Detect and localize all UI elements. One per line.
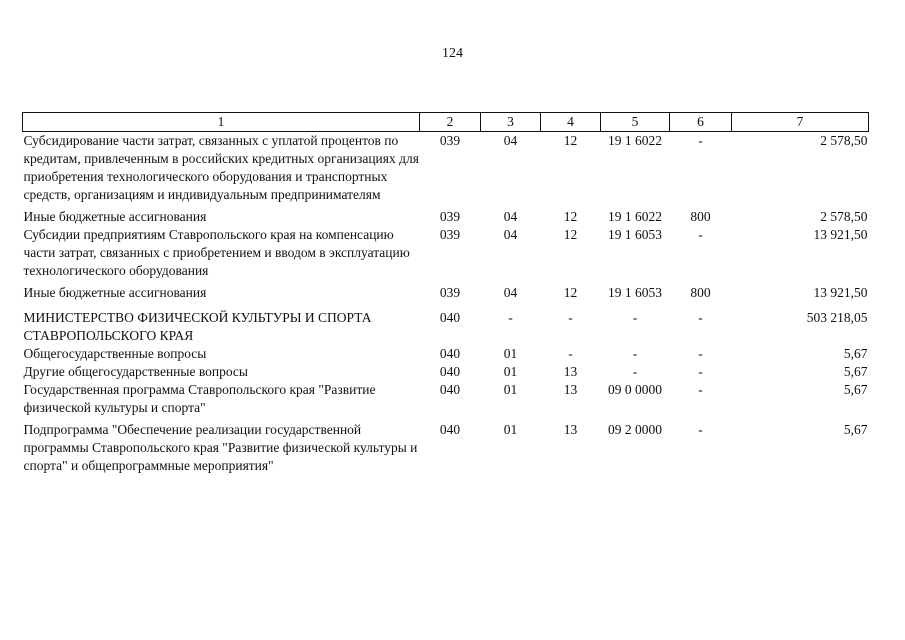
ministry-code: 040 <box>439 382 461 397</box>
section-code: 04 <box>503 209 518 224</box>
ministry-code: 039 <box>439 285 461 300</box>
target-code: 09 0 0000 <box>608 382 662 397</box>
ministry-code: 040 <box>439 310 461 325</box>
page-number: 124 <box>442 46 463 61</box>
expense-type-code: - <box>698 364 703 379</box>
target-code: 19 1 6053 <box>608 285 662 300</box>
row-name: МИНИСТЕРСТВО ФИЗИЧЕСКОЙ КУЛЬТУРЫ И СПОРТА СТАВРОПОЛЬСКОГО КРАЯ <box>23 310 372 343</box>
subsection-code: 12 <box>563 209 578 224</box>
budget-table <box>22 112 869 475</box>
row-name: Общегосударственные вопросы <box>23 346 207 361</box>
subsection-code: 13 <box>563 364 578 379</box>
amount: 5,67 <box>843 422 868 437</box>
column-header-2: 2 <box>420 113 481 132</box>
amount: 5,67 <box>843 346 868 361</box>
header-row <box>23 113 869 132</box>
target-code: 19 1 6022 <box>608 133 662 148</box>
ministry-code: 040 <box>439 422 461 437</box>
target-code: 19 1 6022 <box>608 209 662 224</box>
row-name: Субсидии предприятиям Ставропольского края на компенсацию части затрат, связанных с приобретением и вводом в эксплуатацию технологического оборудования <box>23 227 410 278</box>
expense-type-code: 800 <box>690 285 711 300</box>
column-header-5: 5 <box>601 113 670 132</box>
column-header-3: 3 <box>481 113 541 132</box>
section-code: 01 <box>503 382 518 397</box>
subsection-code: 12 <box>563 227 578 242</box>
column-header-6: 6 <box>670 113 732 132</box>
amount: 13 921,50 <box>813 285 868 300</box>
section-code: 01 <box>503 422 518 437</box>
amount: 2 578,50 <box>820 209 868 224</box>
row-name: Субсидирование части затрат, связанных с уплатой процентов по кредитам, привлеченным в российских кредитных организациях для приобретения технологического оборудования и транспортных средств, организациям и индивидуальным предпринимателям <box>23 133 419 202</box>
table-row <box>23 302 869 345</box>
target-code: - <box>632 364 638 379</box>
subsection-code: 12 <box>563 285 578 300</box>
table-row <box>23 226 869 280</box>
subsection-code: 13 <box>563 382 578 397</box>
column-header-4: 4 <box>541 113 601 132</box>
amount: 5,67 <box>843 364 868 379</box>
expense-type-code: - <box>698 133 703 148</box>
row-name: Другие общегосударственные вопросы <box>23 364 248 379</box>
expense-type-code: - <box>698 382 703 397</box>
table-row <box>23 363 869 381</box>
section-code: 04 <box>503 227 518 242</box>
amount: 503 218,05 <box>806 310 868 325</box>
amount: 2 578,50 <box>820 133 868 148</box>
section-code: - <box>508 310 513 325</box>
column-header-7: 7 <box>732 113 869 132</box>
table-row <box>23 280 869 302</box>
amount: 13 921,50 <box>813 227 868 242</box>
column-header-1: 1 <box>23 113 420 132</box>
expense-type-code: - <box>698 422 703 437</box>
target-code: 19 1 6053 <box>608 227 662 242</box>
section-code: 04 <box>503 285 518 300</box>
subsection-code: 13 <box>563 422 578 437</box>
subsection-code: 12 <box>563 133 578 148</box>
ministry-code: 039 <box>439 227 461 242</box>
row-name: Иные бюджетные ассигнования <box>23 209 207 224</box>
table-row <box>23 345 869 363</box>
target-code: - <box>632 310 638 325</box>
row-name: Иные бюджетные ассигнования <box>23 285 207 300</box>
target-code: 09 2 0000 <box>608 422 662 437</box>
ministry-code: 039 <box>439 133 461 148</box>
section-code: 04 <box>503 133 518 148</box>
row-name: Подпрограмма "Обеспечение реализации государственной программы Ставропольского края "Развитие физической культуры и спорта" и общепрограммные мероприятия" <box>23 422 418 473</box>
expense-type-code: - <box>698 310 703 325</box>
table-row <box>23 381 869 417</box>
expense-type-code: - <box>698 346 703 361</box>
ministry-code: 039 <box>439 209 461 224</box>
expense-type-code: 800 <box>690 209 711 224</box>
expense-type-code: - <box>698 227 703 242</box>
table-row <box>23 417 869 475</box>
table-row <box>23 132 869 205</box>
target-code: - <box>632 346 638 361</box>
row-name: Государственная программа Ставропольского края "Развитие физической культуры и спорта" <box>23 382 376 415</box>
table-row <box>23 204 869 226</box>
section-code: 01 <box>503 364 518 379</box>
ministry-code: 040 <box>439 364 461 379</box>
section-code: 01 <box>503 346 518 361</box>
ministry-code: 040 <box>439 346 461 361</box>
amount: 5,67 <box>843 382 868 397</box>
subsection-code: - <box>568 310 573 325</box>
subsection-code: - <box>568 346 573 361</box>
